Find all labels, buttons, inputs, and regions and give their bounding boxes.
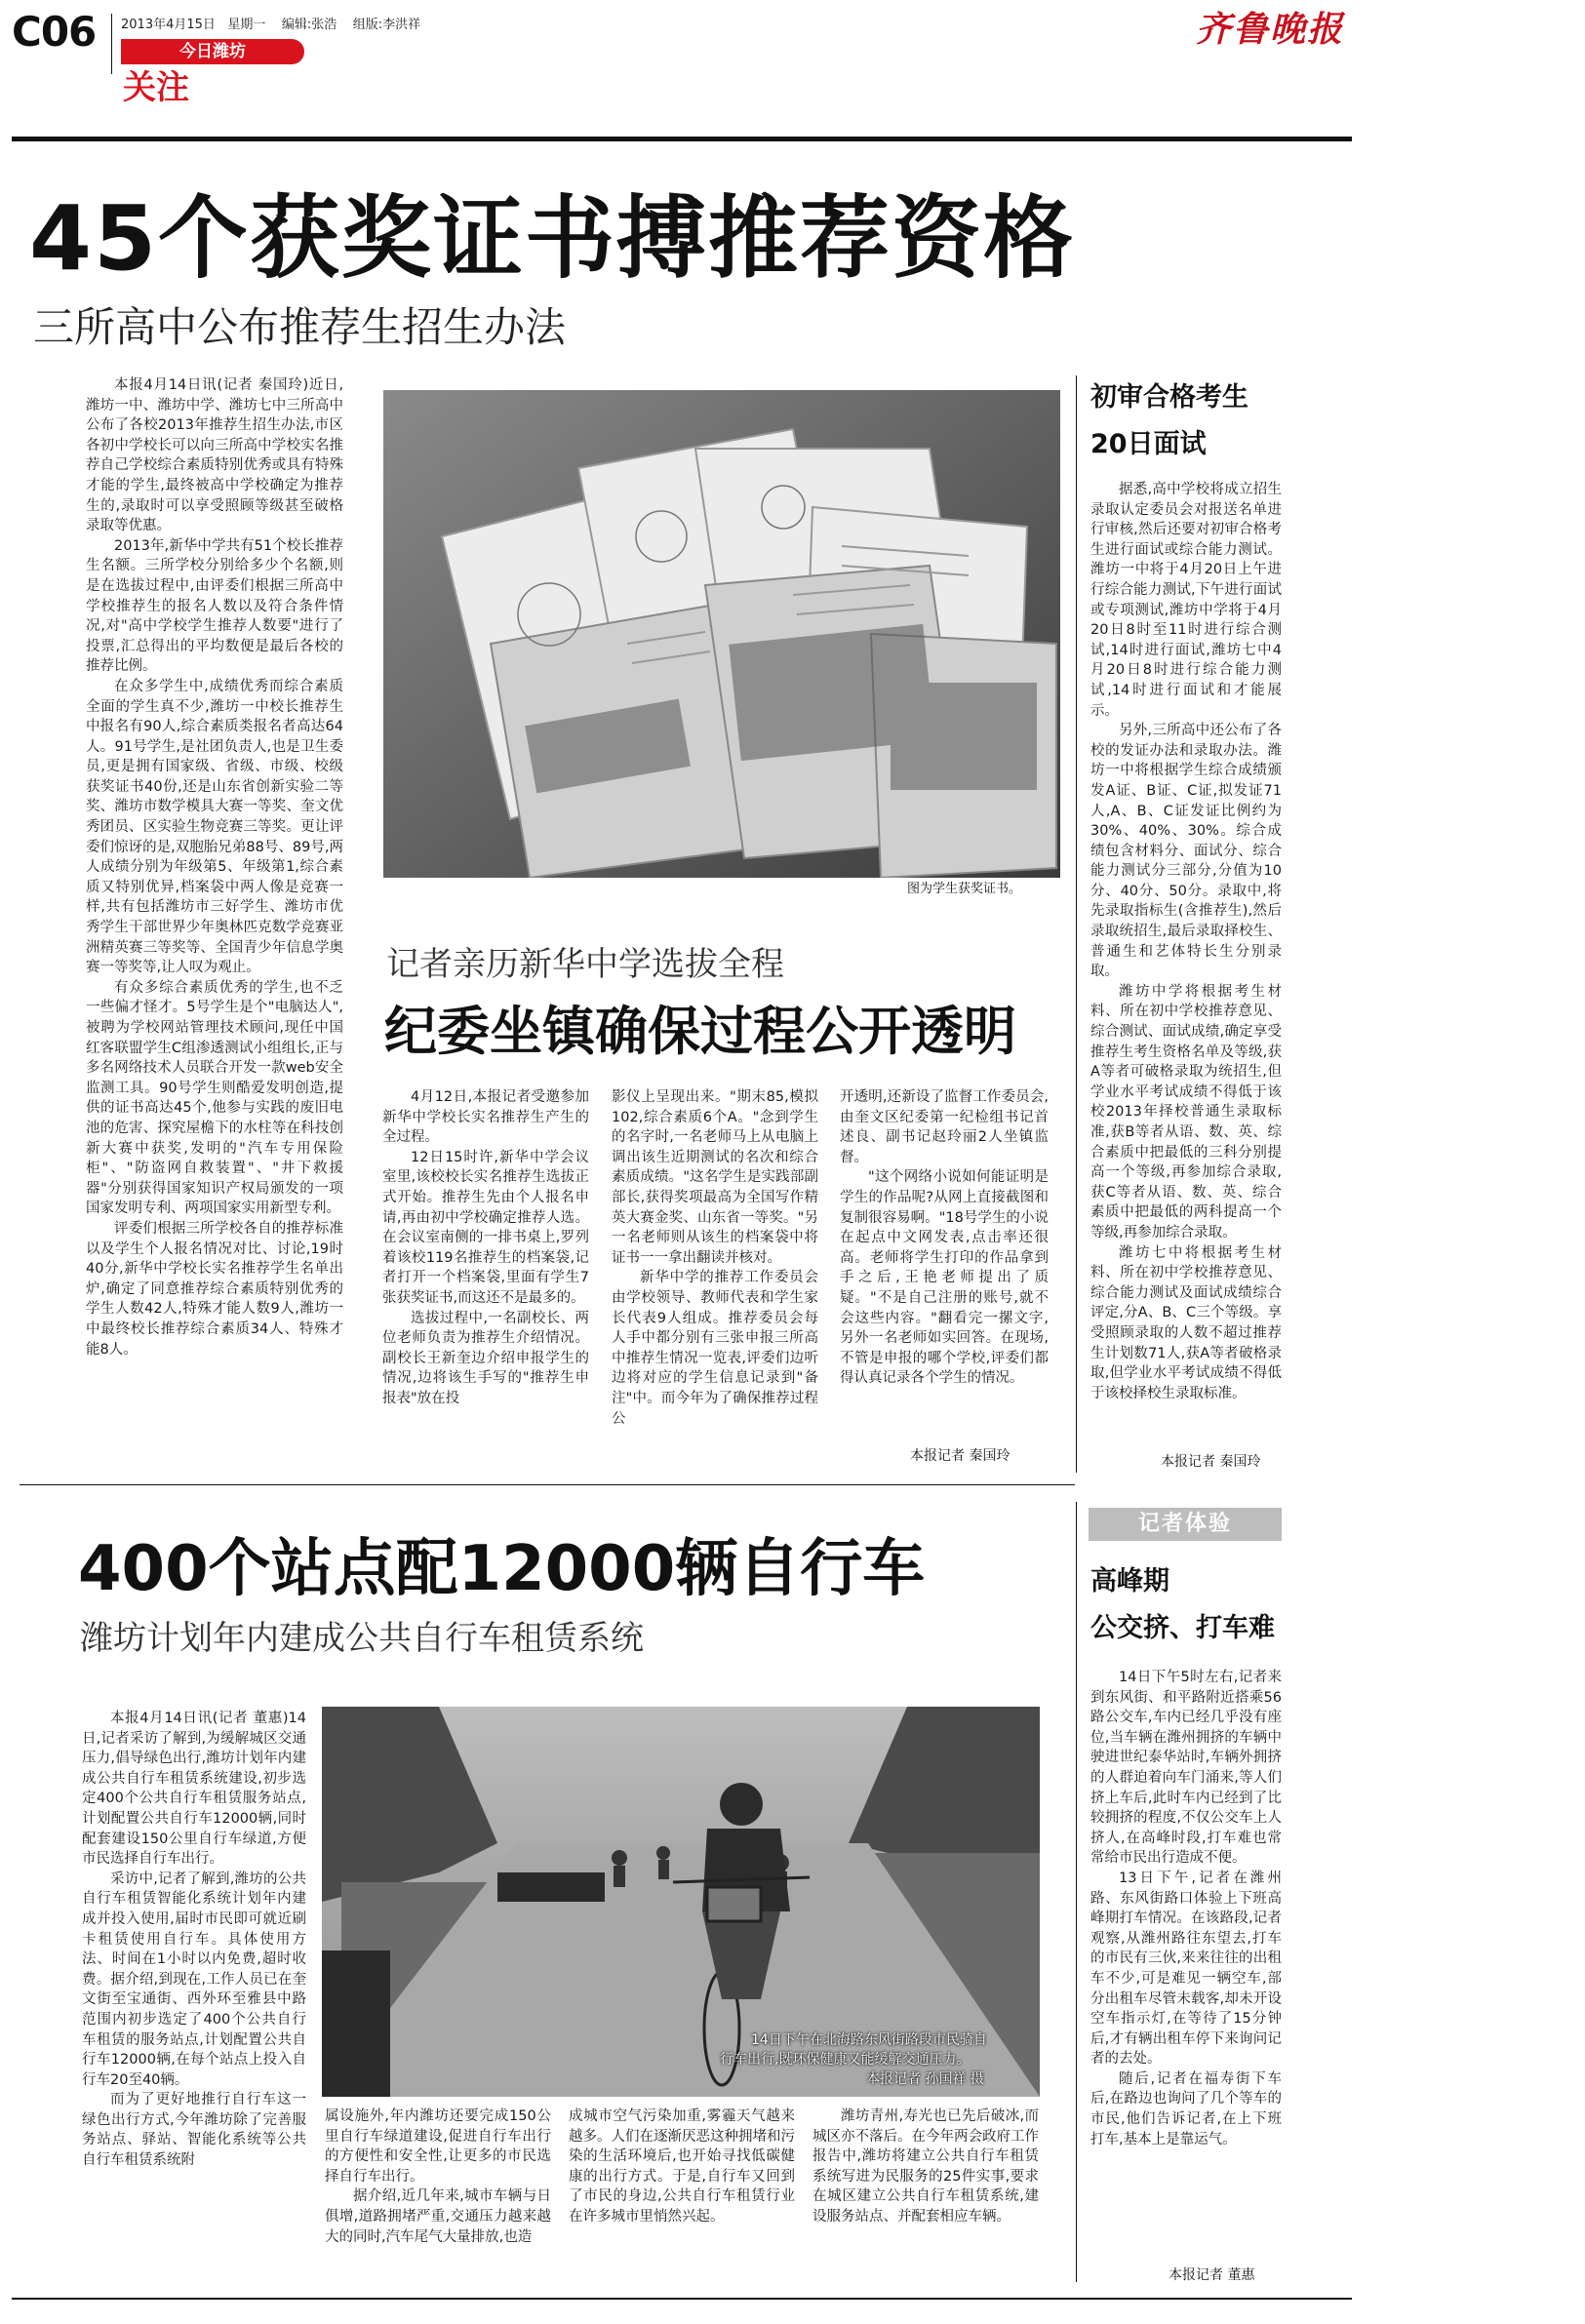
article-separator: [20, 1484, 1075, 1485]
article3-subhead: 潍坊计划年内建成公共自行车租赁系统: [80, 1619, 644, 1658]
article3-right-subhead-2: 公交挤、打车难: [1090, 1613, 1275, 1643]
article1-byline: 本报记者 秦国玲: [1161, 1454, 1261, 1470]
article2-body-col3: [840, 1087, 1049, 1438]
paragraph: 属设施外,年内潍坊还要完成150公里自行车绿道建设,促进自行车出行的方便性和安全性,让更多的市民选择自行车出行。: [325, 2108, 551, 2185]
article1-body-col1: [86, 375, 343, 1477]
paragraph: 新华中学的推荐工作委员会由学校领导、教师代表和学生家长代表9人组成。推荐委员会每人手中都分别有三张申报三所高中推荐生情况一览表,评委们边听边将对应的学生信息记录到"备注"中。而今年为了确保推荐过程公: [612, 1270, 818, 1427]
article3-right-column: [1090, 1668, 1282, 2263]
paragraph: 评委们根据三所学校各自的推荐标准以及学生个人报名情况对比、讨论,19时40分,新华中学校长实名推荐学生名单出炉,确定了同意推荐综合素质特别优秀的学生人数42人,特殊才能人数9人,潍坊一中最终校长推荐综合素质34人、特殊才能8人。: [86, 1220, 343, 1358]
caption-credit: 本报记者 孙国祥 摄: [866, 2071, 984, 2087]
paragraph: 本报4月14日讯(记者 董惠)14日,记者采访了解到,为缓解城区交通压力,倡导绿色出行,潍坊计划年内建成公共自行车租赁系统建设,初步选定400个公共自行车租赁服务站点,计划配置公共自行车12000辆,同时配套建设150公里自行车绿道,方便市民选择自行车出行。: [82, 1711, 306, 1868]
certificates-photo-caption: 图为学生获奖证书。: [907, 882, 1022, 896]
issue-weekday: 星期一: [227, 18, 266, 32]
paragraph: 有众多综合素质优秀的学生,也不乏一些偏才怪才。5号学生是个"电脑达人",被聘为学校网站管理技术顾问,现任中国红客联盟学生C组渗透测试小组组长,正与多名网络技术人员联合开发一款web安全监测工具。90号学生则酷爱发明创造,提供的证书高达45个,他参与实践的废旧电池的危害、探究屋檐下的水柱等在科技创新大赛中获奖,发明的"汽车专用保险柜"、"防盗网自救装置"、"井下救援器"分别获得国家知识产权局颁发的一项国家发明专利、两项国家实用新型专利。: [86, 979, 343, 1217]
paragraph: 影仪上呈现出来。"期末85,模拟102,综合素质6个A。"念到学生的名字时,一名老师马上从电脑上调出该生近期测试的名次和综合素质成绩。"这名学生是实践部副部长,获得奖项最高为全国写作精英大赛金奖、山东省一等奖。"另一名老师则从该生的档案袋中将证书一一拿出翻读并核对。: [612, 1089, 818, 1266]
right-column-divider: [1076, 375, 1077, 1473]
bottom-rule: [12, 2298, 1352, 2300]
paragraph: 潍坊青州,寿光也已先后破冰,而城区亦不落后。在今年两会政府工作报告中,潍坊将建立公共自行车租赁系统写进为民服务的25件实事,要求在城区建立公共自行车租赁系统,建设服务站点、并配套相应车辆。: [812, 2108, 1039, 2225]
paragraph: 而为了更好地推行自行车这一绿色出行方式,今年潍坊除了完善服务站点、驿站、智能化系统等公共自行车租赁系统附: [82, 2092, 306, 2169]
section-tag: 今日潍坊: [121, 39, 304, 64]
cyclist-photo-caption: [720, 2030, 1042, 2089]
certificates-illustration: [383, 390, 1060, 878]
issue-date: 2013年4月15日: [121, 18, 216, 32]
section-title: 关注: [123, 68, 189, 107]
newspaper-logo: 齐鲁晚报: [1196, 9, 1345, 50]
article3-right-subhead-1: 高峰期: [1090, 1566, 1169, 1596]
paragraph: 据介绍,近几年来,城市车辆与日俱增,道路拥堵严重,交通压力越来越大的同时,汽车尾气大量排放,也造: [325, 2188, 551, 2245]
paragraph: 选拔过程中,一名副校长、两位老师负责为推荐生介绍情况。副校长王新奎边介绍申报学生的情况,边将该生手写的"推荐生申报表"放在投: [382, 1310, 589, 1406]
masthead-vertical-divider: [111, 14, 112, 74]
paragraph: 另外,三所高中还公布了各校的发证办法和录取办法。潍坊一中将根据学生综合成绩颁发A证、B证、C证,拟发证71人,A、B、C证发证比例约为30%、40%、30%。综合成绩包含材料分、面试分、综合能力测试分三部分,分值为10分、40分、50分。录取中,将先录取指标生(含推荐生),然后录取统招生,最后录取择校生、普通生和艺体特长生分别录取。: [1090, 723, 1282, 980]
article3-headline: 400个站点配12000辆自行车: [78, 1533, 926, 1605]
issue-layout: 组版:李洪祥: [352, 18, 421, 32]
paragraph: 采访中,记者了解到,潍坊的公共自行车租赁智能化系统计划年内建成并投入使用,届时市民即可就近刷卡租赁使用自行车。具体使用方法、时间在1小时以内免费,超时收费。据介绍,到现在,工作人员已在奎文街至宝通街、西外环至雅县中路范围内初步选定了400个公共自行车租赁的服务站点,计划配置公共自行车12000辆,在每个站点上投入自行车20至40辆。: [82, 1871, 306, 2088]
issue-editor: 编辑:张浩: [281, 18, 337, 32]
paragraph: 4月12日,本报记者受邀参加新华中学校长实名推荐生产生的全过程。: [382, 1089, 589, 1146]
article3-body-col1: [82, 1709, 306, 2284]
paragraph: 14日下午5时左右,记者来到东风街、和平路附近搭乘56路公交车,车内已经几乎没有座位,当车辆在潍州拥挤的车辆中驶进世纪泰华站时,车辆外拥挤的人群迫着向车门涌来,等人们挤上车后,此时车内已经到了比较拥挤的程度,不仅公交车上人挤人,在高峰时段,打车难也常常给市民出行造成不便。: [1090, 1670, 1282, 1867]
article1-headline: 45个获奖证书搏推荐资格: [29, 186, 1076, 291]
article2-body-col2: [612, 1087, 818, 1473]
article1-right-subhead-1: 初审合格考生: [1090, 382, 1248, 413]
paragraph: 据悉,高中学校将成立招生录取认定委员会对报送名单进行审核,然后还要对初审合格考生进行面试或综合能力测试。潍坊一中将于4月20日上午进行综合能力测试,下午进行面试或专项测试,潍坊中学将于4月20日8时至11时进行综合测试,14时进行面试,潍坊七中4月20日8时进行综合能力测试,14时进行面试和才能展示。: [1090, 482, 1282, 719]
article2-headline: 纪委坐镇确保过程公开透明: [384, 1001, 1016, 1062]
right-column-divider-2: [1076, 1502, 1077, 2282]
article3-byline: 本报记者 董惠: [1169, 2267, 1255, 2283]
reporter-experience-tag: 记者体验: [1089, 1508, 1282, 1541]
paragraph: 2013年,新华中学共有51个校长推荐生名额。三所学校分别给多少个名额,则是在选拔过程中,由评委们根据三所高中学校推荐生的报名人数以及符合条件情况,对"高中学校学生推荐人数要"进行了投票,汇总得出的平均数便是最后各校的推荐比例。: [86, 537, 343, 675]
paragraph: 潍坊七中将根据考生材料、所在初中学校推荐意见、综合能力测试及面试成绩综合评定,分A、B、C三个等级。享受照顾录取的人数不超过推荐生计划数71人,获A等者破格录取,但学业水平考试成绩不得低于该校择校生录取标准。: [1090, 1244, 1282, 1401]
article1-right-column: [1090, 480, 1282, 1445]
article1-right-subhead-2: 20日面试: [1090, 429, 1207, 459]
issue-info: [121, 18, 420, 33]
paragraph: 13日下午,记者在潍州路、东风街路口体验上下班高峰期打车情况。在该路段,记者观察,从潍州路往东望去,打车的市民有三伙,来来往往的出租车不少,可是难见一辆空车,部分出租车尽管未载客,却未开设空车指示灯,在等待了15分钟后,才有辆出租车停下来询问记者的去处。: [1090, 1870, 1282, 2068]
paragraph: 潍坊中学将根据考生材料、所在初中学校推荐意见、综合测试、面试成绩,确定享受推荐生考生资格名单及等级,获A等者可破格录取为统招生,但学业水平考试成绩不得低于该校2013年择校普通生录取标准,获B等者从语、数、英、综合素质中把最低的三科分别提高一个等级,再参加综合录取,获C等者从语、数、英、综合素质中把最低的两科提高一个等级,再参加综合录取。: [1090, 983, 1282, 1241]
paragraph: 开透明,还新设了监督工作委员会,由奎文区纪委第一纪检组书记首述良、副书记赵玲丽2人坐镇监督。: [840, 1089, 1049, 1165]
article1-subhead: 三所高中公布推荐生招生办法: [33, 303, 567, 351]
paragraph: 12日15时许,新华中学会议室里,该校校长实名推荐生选拔正式开始。推荐生先由个人报名申请,再由初中学校确定推荐人选。在会议室南侧的一排书桌上,罗列着该校119名推荐生的档案袋,记者打开一个档案袋,里面有学生7张获奖证书,而这还不是最多的。: [382, 1149, 589, 1306]
page-number: C06: [12, 8, 97, 56]
article3-body-col3: [569, 2107, 795, 2282]
article2-body-col1: [382, 1087, 589, 1473]
certificates-photo: [383, 390, 1060, 878]
paragraph: 成城市空气污染加重,雾霾天气越来越多。人们在逐渐厌恶这种拥堵和污染的生活环境后,也开始寻找低碳健康的出行方式。于是,自行车又回到了市民的身边,公共自行车租赁行业在许多城市里悄然兴起。: [569, 2108, 795, 2225]
paragraph: 随后,记者在福寿街下车后,在路边也询问了几个等车的市民,他们告诉记者,在上下班打车,基本上是靠运气。: [1090, 2070, 1282, 2147]
caption-line-2: 行车出行,既环保健康又能缓解交通压力。: [720, 2052, 971, 2068]
paragraph: 本报4月14日讯(记者 秦国玲)近日,潍坊一中、潍坊中学、潍坊七中三所高中公布了各校2013年推荐生招生办法,市区各初中学校长可以向三所高中学校实名推荐自己学校综合素质特别优秀或具有特殊才能的学生,最终被高中学校确定为推荐生的,录取时可以享受照顾等级甚至破格录取等优惠。: [86, 377, 343, 534]
article2-kicker: 记者亲历新华中学选拔全程: [386, 945, 784, 984]
caption-line-1: 14日下午在北海路东风街路段市民骑自: [751, 2032, 987, 2048]
article3-body-col4: [812, 2107, 1039, 2282]
paragraph: 在众多学生中,成绩优秀而综合素质全面的学生真不少,潍坊一中校长推荐生中报名有90人,综合素质类报名者高达64人。91号学生,是社团负责人,也是卫生委员,更是拥有国家级、省级、市级、校级获奖证书40份,还是山东省创新实验二等奖、潍坊市数学模具大赛一等奖、奎文优秀团员、区实验生物竞赛三等奖。更让评委们惊讶的是,双胞胎兄弟88号、89号,两人成绩分别为年级第5、年级第1,综合素质又特别优异,档案袋中两人像是竞赛一样,共有包括潍坊市三好学生、潍坊市优秀学生干部世界少年奥林匹克数学竞赛亚洲精英赛三等奖等、全国青少年信息学奥赛一等奖等,让人叹为观止。: [86, 678, 343, 976]
masthead-rule: [12, 137, 1352, 141]
article3-body-col2: [325, 2107, 551, 2282]
paragraph: "这个网络小说如何能证明是学生的作品呢?从网上直接截图和复制很容易啊。"18号学生的小说在起点中文网发表,点击率还很高。老师将学生打印的作品拿到手之后,王艳老师提出了质疑。"不是自己注册的账号,就不会这些内容。"翻看完一摞文字,另外一名老师如实回答。在现场,不管是申报的哪个学校,评委们都得认真记录各个学生的情况。: [840, 1169, 1049, 1387]
article2-byline: 本报记者 秦国玲: [910, 1448, 1010, 1464]
